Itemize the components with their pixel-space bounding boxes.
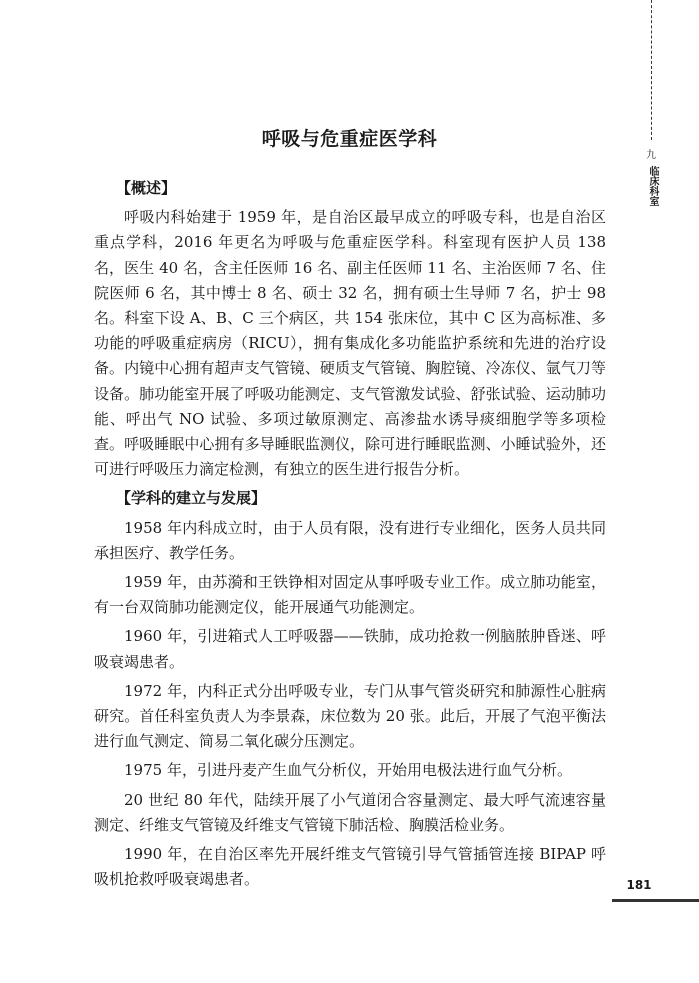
page-number: 181 bbox=[626, 878, 652, 892]
paragraph: 1990 年，在自治区率先开展纤维支气管镜引导气管插管连接 BIPAP 呼吸机抢救呼吸衰竭患者。 bbox=[94, 845, 606, 889]
paragraph: 20 世纪 80 年代，陆续开展了小气道闭合容量测定、最大呼气流速容量测定、纤维支气管镜及纤维支气管镜下肺活检、胸膜活检业务。 bbox=[94, 790, 606, 834]
page-number-rule bbox=[612, 899, 699, 902]
body-content bbox=[94, 172, 606, 896]
chapter-number: 九 bbox=[646, 150, 656, 161]
paragraph: 呼吸内科始建于 1959 年，是自治区最早成立的呼吸专科，也是自治区重点学科，2016 年更名为呼吸与危重症医学科。科室现有医护人员 138 名，医生 40 名，含主任医师 16 名、副主任医师 11 名、主治医师 7 名、住院医师 6 名，其中博士 8 名、硕士 32 名，拥有硕士生导师 7 名，护士 98 名。科室下设 A、B、C 三个病区，共 154 张床位，其中 C 区为高标准、多功能的呼吸重症病房（RICU），拥有集成化多功能监护系统和先进的治疗设备。内镜中心拥有超声支气管镜、硬质支气管镜、胸腔镜、冷冻仪、氩气刀等设备。肺功能室开展了呼吸功能测定、支气管激发试验、舒张试验、运动肺功能、呼出气 NO 试验、多项过敏原测定、高渗盐水诱导痰细胞学等多项检查。呼吸睡眠中心拥有多导睡眠监测仪，除可进行睡眠监测、小睡试验外，还可进行呼吸压力滴定检测，有独立的医生进行报告分析。 bbox=[94, 208, 606, 479]
margin-dashed-rule bbox=[651, 0, 652, 140]
section-heading-overview: 【概述】 bbox=[116, 179, 177, 197]
paragraph: 1972 年，内科正式分出呼吸专业，专门从事气管炎研究和肺源性心脏病研究。首任科室负责人为李景森，床位数为 20 张。此后，开展了气泡平衡法进行血气测定、简易二氧化碳分压测定。 bbox=[94, 681, 606, 751]
paragraph: 1959 年，由苏漪和王铁铮相对固定从事呼吸专业工作。成立肺功能室，有一台双筒肺功能测定仪，能开展通气功能测定。 bbox=[94, 573, 606, 617]
paragraph: 1975 年，引进丹麦产生血气分析仪，开始用电极法进行血气分析。 bbox=[124, 761, 572, 780]
paragraph: 1958 年内科成立时，由于人员有限，没有进行专业细化，医务人员共同承担医疗、教学任务。 bbox=[94, 518, 606, 562]
page-title: 呼吸与危重症医学科 bbox=[261, 128, 438, 150]
chapter-label: 临床科室 bbox=[647, 166, 658, 206]
paragraph: 1960 年，引进箱式人工呼吸器——铁肺，成功抢救一例脑脓肿昏迷、呼吸衰竭患者。 bbox=[94, 627, 606, 671]
section-heading-history: 【学科的建立与发展】 bbox=[116, 489, 267, 508]
